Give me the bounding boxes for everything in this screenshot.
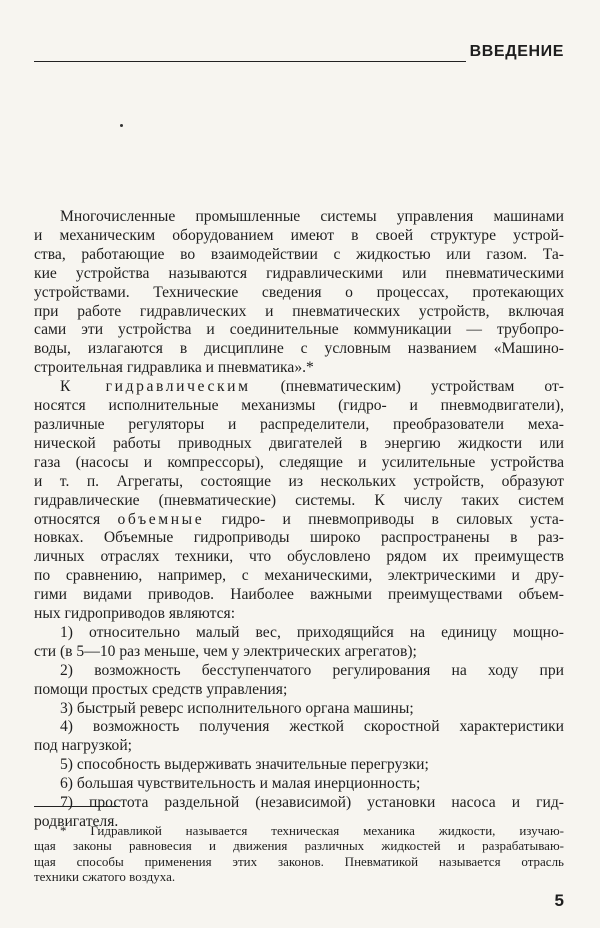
footnote-line: * Гидравликой называется техническая механика жидкости, изучаю-: [60, 823, 564, 838]
text-line: Многочисленные промышленные системы управления машинами: [60, 208, 564, 225]
main-text: [34, 208, 564, 832]
text-line: помощи простых средств управления;: [34, 680, 288, 698]
text-line: [34, 378, 564, 397]
text-line: при работе гидравлических и пневматических устройств, включая: [34, 302, 564, 320]
spaced-term: объемные: [117, 510, 205, 528]
text-line: устройствами. Технические сведения о процессах, протекающих: [34, 283, 564, 301]
page-number: 5: [554, 891, 564, 910]
text-fragment: относятся: [34, 510, 101, 528]
list-item: 1) относительно малый вес, приходящийся на единицу мощно-: [60, 623, 564, 641]
text-line: газа (насосы и компрессоры), следящие и усилительные устройства: [34, 453, 564, 471]
text-line: различные регуляторы и распределители, преобразователи меха-: [34, 415, 564, 433]
chapter-title: ВВЕДЕНИЕ: [469, 43, 564, 60]
text-line: новках. Объемные гидроприводы широко распространены в раз-: [34, 529, 564, 547]
text-line: личных отраслях техники, что обусловлено рядом их преимуществ: [34, 548, 564, 566]
text-line: ства, работающие во взаимодействии с жидкостью или газом. Та-: [34, 245, 564, 263]
header-rule: [34, 61, 466, 62]
text-line: воды, излагаются в дисциплине с условным названием «Машино-: [34, 340, 564, 358]
text-line: и т. п. Агрегаты, состоящие из нескольких устройств, образуют: [34, 472, 564, 490]
footnote-line: техники сжатого воздуха.: [34, 869, 176, 885]
text-line: сами эти устройства и соединительные коммуникации — трубопро-: [34, 321, 564, 339]
text-line: гими видами приводов. Наиболее важными преимуществами объем-: [34, 586, 564, 604]
text-line: носятся исполнительные механизмы (гидро- и пневмодвигатели),: [34, 397, 564, 415]
spaced-term: К гидравлическим: [60, 378, 251, 396]
text-line: ных гидроприводов являются:: [34, 605, 236, 623]
running-header: [34, 40, 564, 64]
text-line: кие устройства называются гидравлическими или пневматическими: [34, 264, 564, 282]
footnote-rule: [34, 806, 120, 807]
text-fragment: гидро- и пневмоприводы в силовых уста-: [221, 510, 564, 528]
text-line: сти (в 5—10 раз меньше, чем у электрических агрегатов);: [34, 642, 417, 660]
footnote-line: щая законы равновесия и движения различных жидкостей и разрабатываю-: [34, 838, 564, 854]
text-line: по сравнению, например, с механическими, электрическими и дру-: [34, 567, 564, 585]
print-speck: [120, 124, 123, 127]
text-line: и механическим оборудованием имеют в своей структуре устрой-: [34, 226, 564, 244]
text-line: гидравлические (пневматические) системы. К числу таких систем: [34, 491, 564, 509]
footnote-line: щая способы применения этих законов. Пневматикой называется отрасль: [34, 853, 564, 869]
text-line: нической работы приводных двигателей в энергию жидкости или: [34, 434, 564, 452]
footnote: [34, 823, 564, 885]
text-line: родвигателя.: [34, 813, 119, 830]
text-line: [34, 511, 564, 530]
list-item: 7) простота раздельной (независимой) установки насоса и гид-: [60, 794, 564, 812]
list-item: 6) большая чувствительность и малая инерционность;: [60, 775, 421, 793]
list-item: 3) быстрый реверс исполнительного органа машины;: [60, 699, 414, 717]
list-item: 2) возможность бесступенчатого регулирования на ходу при: [60, 661, 564, 679]
list-item: 5) способность выдерживать значительные перегрузки;: [60, 756, 429, 774]
text-line: строительная гидравлика и пневматика».*: [34, 359, 314, 377]
text-fragment: (пневматическим) устройствам от-: [280, 378, 564, 396]
text-line: под нагрузкой;: [34, 737, 132, 755]
list-item: 4) возможность получения жесткой скоростной характеристики: [60, 718, 564, 736]
